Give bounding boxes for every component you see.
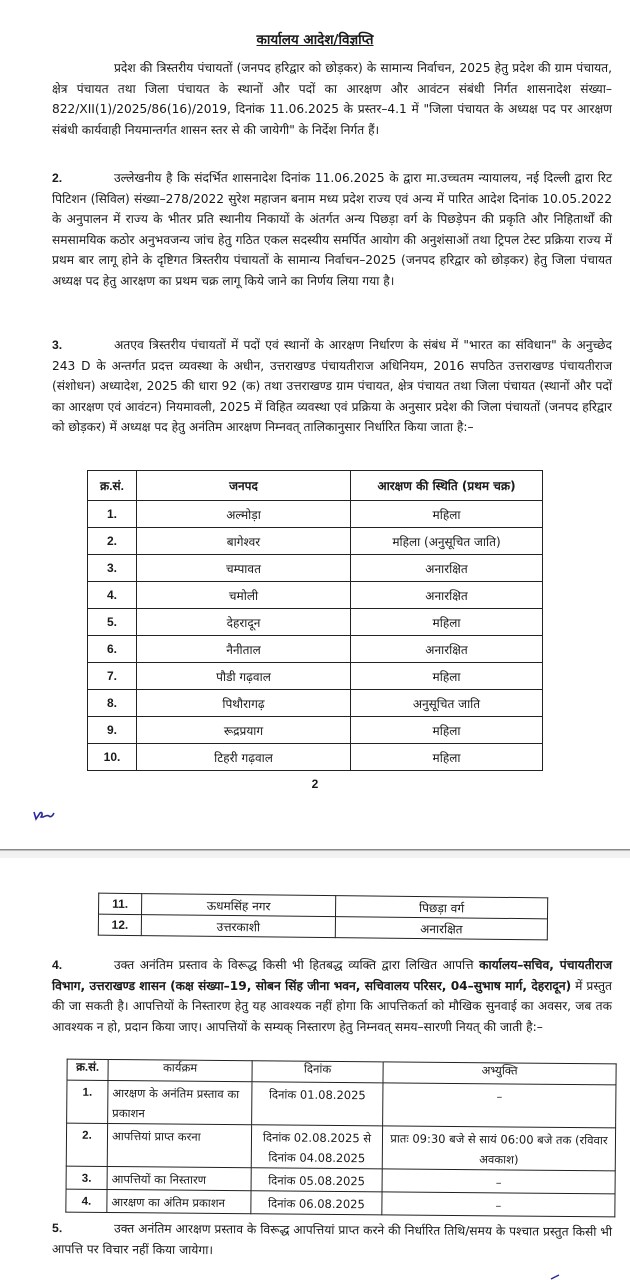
cell-district: बागेश्वर <box>137 528 351 555</box>
table-row <box>88 717 543 744</box>
paragraph-5 <box>52 1218 612 1263</box>
paragraph-5-number: 5. <box>52 1221 63 1236</box>
cell-date: दिनांक 06.08.2025 <box>251 1191 382 1215</box>
cell-status: महिला <box>351 663 543 690</box>
pen-mark-icon <box>550 1274 560 1280</box>
cell-serial: 7. <box>88 663 137 690</box>
cell-serial: 12. <box>98 914 141 935</box>
cell-serial: 1. <box>67 1080 108 1123</box>
handwritten-mark-icon <box>32 808 56 822</box>
table-row <box>88 636 543 663</box>
paragraph-3-number: 3. <box>52 338 63 352</box>
table-row <box>66 1123 615 1171</box>
cell-status: अनुसूचित जाति <box>351 690 543 717</box>
cell-district: पिथौरागढ़ <box>137 690 351 717</box>
table-row <box>88 501 543 528</box>
cell-serial: 3. <box>66 1166 107 1189</box>
cell-district: अल्मोड़ा <box>137 501 351 528</box>
cell-serial: 4. <box>66 1189 107 1212</box>
reservation-table <box>87 470 543 771</box>
table-row <box>88 528 543 555</box>
cell-district: चम्पावत <box>137 555 351 582</box>
cell-serial: 1. <box>88 501 137 528</box>
cell-date: दिनांक 05.08.2025 <box>251 1168 382 1192</box>
cell-remarks: प्रातः 09:30 बजे से सायं 06:00 बजे तक (रविवार अवकाश) <box>382 1126 615 1171</box>
paragraph-1 <box>52 58 612 140</box>
header-date: दिनांक <box>252 1061 383 1083</box>
cell-program: आपत्तियां प्राप्त करना <box>107 1123 251 1167</box>
header-serial: क्र.सं. <box>67 1059 108 1080</box>
cell-status: महिला <box>351 501 543 528</box>
table-row <box>88 690 543 717</box>
document-title: कार्यालय आदेश/विज्ञप्ति <box>256 32 374 48</box>
table-row <box>88 663 543 690</box>
paragraph-4-address: कार्यालय–सचिव, पंचायतीराज विभाग, उत्तराखण्ड शासन (कक्ष संख्या–19, सोबन सिंह जीना भवन, सचिवालय परिसर, 04–सुभाष मार्ग, देहरादून) <box>52 958 612 993</box>
page-separator <box>0 849 630 858</box>
cell-district: देहरादून <box>137 609 351 636</box>
cell-district: ऊधमसिंह नगर <box>142 894 336 917</box>
paragraph-4-text-a: उक्त अनंतिम प्रस्ताव के विरूद्ध किसी भी हितबद्ध व्यक्ति द्वारा लिखित आपत्ति <box>114 958 480 972</box>
table-header-row <box>88 471 543 501</box>
table-row <box>66 1189 615 1217</box>
table-row <box>98 914 547 940</box>
table-row <box>88 744 543 771</box>
cell-serial: 2. <box>66 1123 107 1166</box>
header-serial: क्र.सं. <box>88 471 137 501</box>
paragraph-3-text: अतएव त्रिस्तरीय पंचायतों में पदों एवं स्थानों के आरक्षण निर्धारण के संबंध में "भारत का संविधान" के अनुच्छेद 243 D के अन्तर्गत प्रदत्त व्यवस्था के अधीन, उत्तराखण्ड पंचायतीराज अधिनियम, 2016 सपठित उत्तराखण्ड पंचायतीराज (संशोधन) अध्यादेश, 2025 की धारा 92 (क) तथा उत्तराखण्ड ग्राम पंचायत, क्षेत्र पंचायत तथा जिला पंचायत (स्थानों और पदों का आरक्षण एवं आवंटन) नियमावली, 2025 में विहित व्यवस्था एवं प्रक्रिया के अनुसार प्रदेश की जिला पंचायतों (जनपद हरिद्वार को छोड़कर) में अध्यक्ष पद हेतु अनंतिम आरक्षण निम्नवत् तालिकानुसार निर्धारित किया जाता है:– <box>52 338 612 434</box>
cell-serial: 3. <box>88 555 137 582</box>
table-row <box>67 1080 616 1128</box>
cell-status: पिछड़ा वर्ग <box>335 896 547 919</box>
cell-serial: 11. <box>99 893 142 914</box>
schedule-table <box>65 1059 616 1218</box>
cell-district: पौडी गढ़वाल <box>137 663 351 690</box>
cell-status: महिला <box>351 717 543 744</box>
document-page-2 <box>0 858 630 1280</box>
cell-serial: 4. <box>88 582 137 609</box>
cell-status: अनारक्षित <box>351 555 543 582</box>
cell-district: टिहरी गढ़वाल <box>137 744 351 771</box>
table-row <box>88 555 543 582</box>
cell-status: महिला <box>351 744 543 771</box>
cell-serial: 9. <box>88 717 137 744</box>
paragraph-2 <box>52 168 612 291</box>
cell-remarks: – <box>382 1192 615 1217</box>
paragraph-4-text-b: में प्रस्तुत की जा सकती है। आपत्तियों के निस्तारण हेतु यह आवश्यक नहीं होगा कि आपत्तिकर्ता को मौखिक सुनवाई का अवसर, जब तक आवश्यक न हो, प्रदान किया जाए। आपत्तियों के सम्यक् निस्तारण हेतु निम्नवत् समय–सारणी नियत् की जाती है:– <box>52 978 612 1034</box>
table-row <box>88 582 543 609</box>
cell-serial: 5. <box>88 609 137 636</box>
cell-status: अनारक्षित <box>335 917 547 940</box>
cell-status: महिला (अनुसूचित जाति) <box>351 528 543 555</box>
cell-district: उत्तरकाशी <box>141 915 335 938</box>
cell-date: दिनांक 01.08.2025 <box>252 1082 383 1126</box>
cell-status: अनारक्षित <box>351 582 543 609</box>
cell-district: चमोली <box>137 582 351 609</box>
cell-serial: 10. <box>88 744 137 771</box>
header-program: कार्यक्रम <box>108 1059 252 1081</box>
cell-remarks: – <box>382 1169 615 1194</box>
header-remarks: अभ्युक्ति <box>383 1062 616 1085</box>
paragraph-2-number: 2. <box>52 171 63 185</box>
reservation-table-continued <box>98 893 548 941</box>
paragraph-4-number: 4. <box>52 958 63 972</box>
cell-status: अनारक्षित <box>351 636 543 663</box>
paragraph-3 <box>52 335 612 438</box>
cell-status: महिला <box>351 609 543 636</box>
header-district: जनपद <box>137 471 351 501</box>
paragraph-2-text: उल्लेखनीय है कि संदर्भित शासनादेश दिनांक 11.06.2025 के द्वारा मा.उच्चतम न्यायालय, नई दिल्ली द्वारा रिट पिटिशन (सिविल) संख्या–278/2022 सुरेश महाजन बनाम मध्य प्रदेश राज्य एवं अन्य में पारित आदेश दिनांक 10.05.2022 के अनुपालन में राज्य के भीतर प्रति स्थानीय निकायों के अंतर्गत अन्य पिछड़ा वर्ग के पिछड़ेपन की प्रकृति और निहितार्थों की समसामयिक कठोर अनुभवजन्य जांच हेतु गठित एकल सदस्यीय समर्पित आयोग की अनुशंसाओं तथा ट्रिपल टेस्ट प्रक्रिया राज्य में प्रथम बार लागू होने के दृष्टिगत त्रिस्तरीय पंचायतों के सामान्य निर्वाचन–2025 (जनपद हरिद्वार को छोड़कर) हेतु जिला पंचायत अध्यक्ष पद हेतु आरक्षण का प्रथम चक्र लागू किये जाने का निर्णय लिया गया है। <box>52 171 612 288</box>
cell-remarks: – <box>383 1083 616 1128</box>
page-number: 2 <box>311 777 319 791</box>
cell-program: आपत्तियों का निस्तारण <box>107 1166 251 1190</box>
header-reservation-status: आरक्षण की स्थिति (प्रथम चक्र) <box>351 471 543 501</box>
paragraph-4 <box>52 955 612 1037</box>
table-row <box>88 609 543 636</box>
cell-district: नैनीताल <box>137 636 351 663</box>
cell-serial: 2. <box>88 528 137 555</box>
cell-program: आरक्षण के अनंतिम प्रस्ताव का प्रकाशन <box>108 1080 252 1124</box>
cell-serial: 6. <box>88 636 137 663</box>
cell-serial: 8. <box>88 690 137 717</box>
cell-district: रूद्रप्रयाग <box>137 717 351 744</box>
paragraph-5-text: उक्त अनंतिम आरक्षण प्रस्ताव के विरूद्ध आपत्तियां प्राप्त करने की निर्धारित तिथि/समय के पश्चात प्रस्तुत किसी भी आपत्ति पर विचार नहीं किया जायेगा। <box>51 1221 613 1257</box>
cell-program: आरक्षण का अंतिम प्रकाशन <box>107 1189 251 1213</box>
cell-date: दिनांक 02.08.2025 से दिनांक 04.08.2025 <box>251 1125 382 1169</box>
paragraph-1-text: प्रदेश की त्रिस्तरीय पंचायतों (जनपद हरिद्वार को छोड़कर) के सामान्य निर्वाचन, 2025 हेतु प्रदेश की ग्राम पंचायत, क्षेत्र पंचायत तथा जिला पंचायत के स्थानों और पदों का आरक्षण और आवंटन संबंधी निर्गत शासनादेश संख्या–822/XII(1)/2025/86(16)/2019, दिनांक 11.06.2025 के प्रस्तर–4.1 में "जिला पंचायत के अध्यक्ष पद पर आरक्षण संबंधी कार्यवाही नियमान्तर्गत शासन स्तर से की जायेगी" के निर्देश निर्गत हैं। <box>52 61 612 137</box>
